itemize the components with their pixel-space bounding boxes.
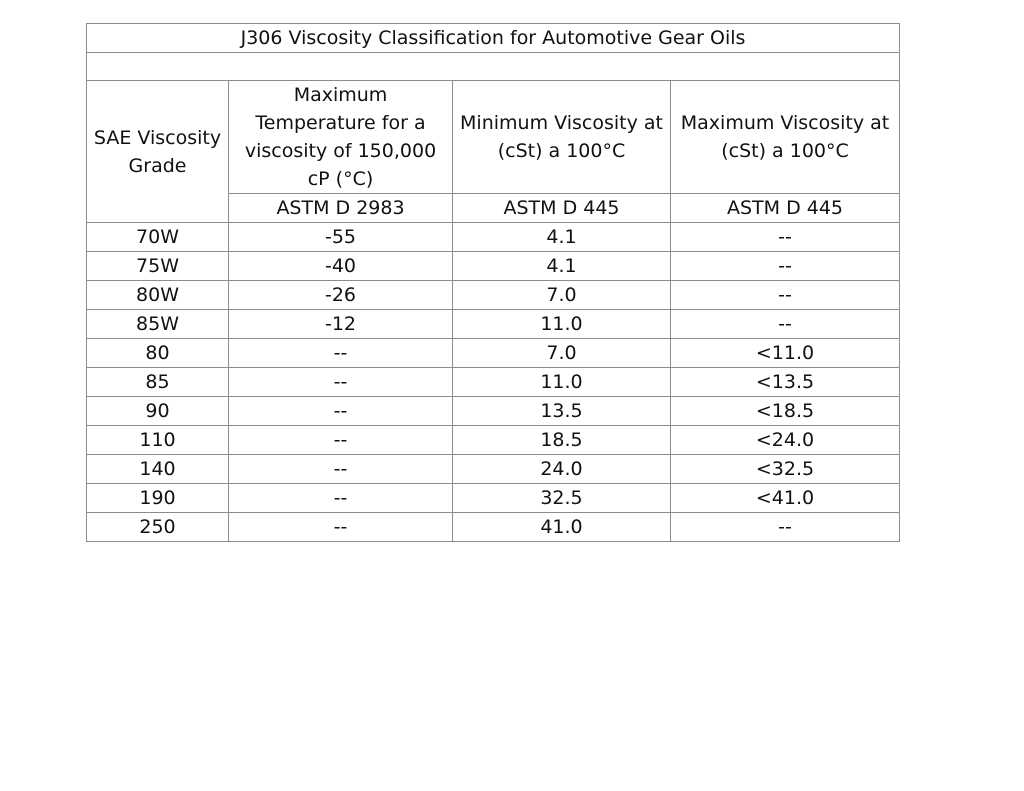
max-temp-cell: --: [229, 484, 453, 513]
max-temp-header-line: cP (°C): [307, 168, 374, 190]
min-visc-cell: 41.0: [453, 513, 671, 542]
grade-cell: 90: [87, 397, 229, 426]
table-row: [87, 397, 900, 426]
max-temp-cell: -26: [229, 281, 453, 310]
grade-header: [87, 81, 229, 223]
blank-row: [87, 53, 900, 81]
max-visc-cell: <13.5: [671, 368, 900, 397]
viscosity-table: [86, 23, 900, 542]
table-row: [87, 223, 900, 252]
method-cell: ASTM D 2983: [229, 194, 453, 223]
grade-cell: 140: [87, 455, 229, 484]
table-row: [87, 426, 900, 455]
min-visc-cell: 4.1: [453, 252, 671, 281]
grade-header-line: SAE Viscosity: [93, 126, 222, 149]
max-visc-cell: --: [671, 223, 900, 252]
max-visc-cell: --: [671, 281, 900, 310]
max-visc-header-line: Maximum Viscosity at: [680, 112, 890, 134]
min-visc-header-line: (cSt) a 100°C: [497, 140, 626, 162]
min-visc-cell: 7.0: [453, 281, 671, 310]
max-temp-cell: --: [229, 339, 453, 368]
max-visc-cell: <24.0: [671, 426, 900, 455]
table-row: [87, 368, 900, 397]
blank-cell: [87, 53, 900, 81]
max-visc-cell: --: [671, 513, 900, 542]
grade-cell: 250: [87, 513, 229, 542]
header-row: [87, 81, 900, 194]
max-visc-cell: <41.0: [671, 484, 900, 513]
table-row: [87, 252, 900, 281]
grade-cell: 85: [87, 368, 229, 397]
grade-cell: 110: [87, 426, 229, 455]
max-temp-header-line: Temperature for a: [255, 112, 426, 134]
max-temp-cell: -55: [229, 223, 453, 252]
max-visc-cell: --: [671, 310, 900, 339]
max-visc-cell: <18.5: [671, 397, 900, 426]
min-visc-cell: 7.0: [453, 339, 671, 368]
max-temp-cell: --: [229, 426, 453, 455]
max-visc-header-line: (cSt) a 100°C: [721, 140, 849, 162]
table-row: [87, 281, 900, 310]
max-visc-cell: <32.5: [671, 455, 900, 484]
max-temp-header-line: Maximum: [293, 84, 388, 106]
max-temp-cell: -40: [229, 252, 453, 281]
grade-cell: 75W: [87, 252, 229, 281]
max-temp-cell: --: [229, 455, 453, 484]
min-visc-cell: 11.0: [453, 310, 671, 339]
grade-cell: 190: [87, 484, 229, 513]
max-temp-cell: --: [229, 513, 453, 542]
max-visc-cell: --: [671, 252, 900, 281]
grade-cell: 70W: [87, 223, 229, 252]
max-visc-header: [671, 81, 900, 194]
min-visc-header-line: Minimum Viscosity at: [460, 112, 663, 134]
grade-cell: 85W: [87, 310, 229, 339]
grade-cell: 80W: [87, 281, 229, 310]
min-visc-cell: 32.5: [453, 484, 671, 513]
table-row: [87, 455, 900, 484]
table-row: [87, 310, 900, 339]
table-title: J306 Viscosity Classification for Automotive Gear Oils: [87, 24, 900, 53]
max-temp-cell: --: [229, 397, 453, 426]
min-visc-cell: 13.5: [453, 397, 671, 426]
method-cell: ASTM D 445: [453, 194, 671, 223]
table-row: [87, 339, 900, 368]
max-visc-cell: <11.0: [671, 339, 900, 368]
title-row: [87, 24, 900, 53]
table-row: [87, 484, 900, 513]
min-visc-cell: 18.5: [453, 426, 671, 455]
max-temp-cell: --: [229, 368, 453, 397]
max-temp-header: [229, 81, 453, 194]
table-row: [87, 513, 900, 542]
min-visc-cell: 4.1: [453, 223, 671, 252]
grade-header-line: Grade: [128, 154, 187, 177]
max-temp-cell: -12: [229, 310, 453, 339]
min-visc-cell: 11.0: [453, 368, 671, 397]
min-visc-header: [453, 81, 671, 194]
max-temp-header-line: viscosity of 150,000: [244, 140, 437, 162]
method-cell: ASTM D 445: [671, 194, 900, 223]
grade-cell: 80: [87, 339, 229, 368]
min-visc-cell: 24.0: [453, 455, 671, 484]
